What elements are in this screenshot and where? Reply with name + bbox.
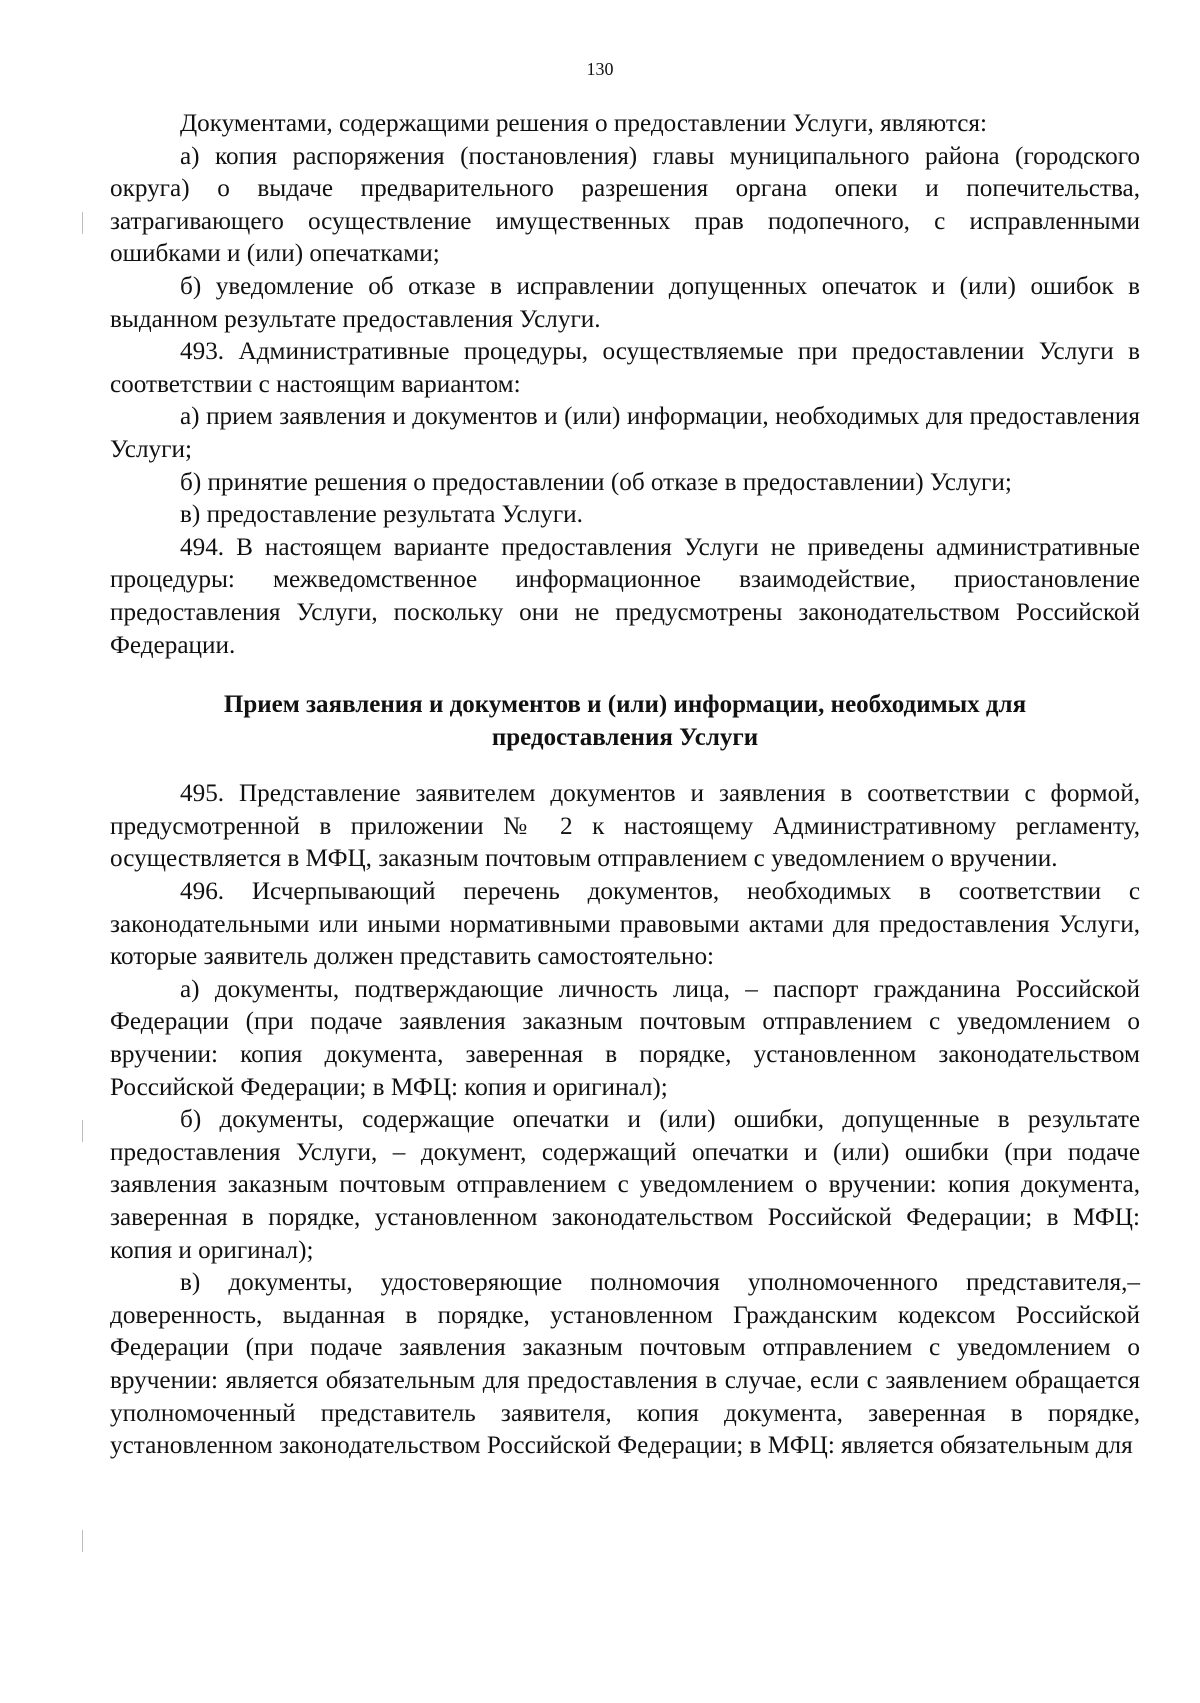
- scan-edge-mark: [82, 1530, 83, 1552]
- paragraph: а) копия распоряжения (постановления) главы муниципального района (городского округа) о выдаче предварительного разрешения органа опеки и попечительства, затрагивающего осуществление имущественных прав подопечного, с исправленными ошибками и (или) опечатками;: [110, 142, 1140, 268]
- scan-edge-mark: [82, 1120, 83, 1142]
- paragraph: 493. Административные процедуры, осуществляемые при предоставлении Услуги в соответствии с настоящим вариантом:: [110, 338, 1140, 398]
- paragraph: в) документы, удостоверяющие полномочия уполномоченного представителя,– доверенность, выданная в порядке, установленном Гражданским кодексом Российской Федерации (при подаче заявления заказным почтовым отправлением с уведомлением о вручении: является обязательным для предоставления в случае, если с заявлением обращается уполномоченный представитель заявителя, копия документа, заверенная в порядке, установленном законодательством Российской Федерации; в МФЦ: является обязательным для: [110, 1269, 1140, 1460]
- paragraph: 494. В настоящем варианте предоставления Услуги не приведены административные процедуры: межведомственное информационное взаимодействие, приостановление предоставления Услуги, поскольку они не предусмотрены законодательством Российской Федерации.: [110, 533, 1140, 659]
- paragraph: б) принятие решения о предоставлении (об отказе в предоставлении) Услуги;: [180, 468, 1012, 496]
- paragraph: 496. Исчерпывающий перечень документов, необходимых в соответствии с законодательными или иными нормативными правовыми актами для предоставления Услуги, которые заявитель должен представить самостоятельно:: [110, 878, 1140, 971]
- section-heading-line: Прием заявления и документов и (или) информации, необходимых для: [223, 691, 1027, 719]
- section-heading: [110, 689, 1140, 754]
- paragraph: в) предоставление результата Услуги.: [180, 501, 583, 529]
- paragraph: а) документы, подтверждающие личность лица, – паспорт гражданина Российской Федерации (при подаче заявления заказным почтовым отправлением с уведомлением о вручении: копия документа, заверенная в порядке, установленном законодательством Российской Федерации; в МФЦ: копия и оригинал);: [110, 975, 1140, 1101]
- paragraph: а) прием заявления и документов и (или) информации, необходимых для предоставления Услуги;: [110, 403, 1140, 463]
- paragraph: б) уведомление об отказе в исправлении допущенных опечаток и (или) ошибок в выданном результате предоставления Услуги.: [110, 272, 1140, 333]
- paragraph: Документами, содержащими решения о предоставлении Услуги, являются:: [180, 110, 987, 137]
- page-number: 130: [586, 59, 614, 79]
- scan-edge-mark: [82, 212, 83, 234]
- paragraph: 495. Представление заявителем документов и заявления в соответствии с формой, предусмотренной в приложении № 2 к настоящему Административному регламенту, осуществляется в МФЦ, заказным почтовым отправлением с уведомлением о вручении.: [110, 780, 1140, 873]
- paragraph: б) документы, содержащие опечатки и (или) ошибки, допущенные в результате предоставления Услуги, – документ, содержащий опечатки и (или) ошибки (при подаче заявления заказным почтовым отправлением с уведомлением о вручении: копия документа, заверенная в порядке, установленном законодательством Российской Федерации; в МФЦ: копия и оригинал);: [110, 1106, 1140, 1264]
- section-heading-line: предоставления Услуги: [491, 723, 759, 751]
- document-body: [110, 108, 1140, 1463]
